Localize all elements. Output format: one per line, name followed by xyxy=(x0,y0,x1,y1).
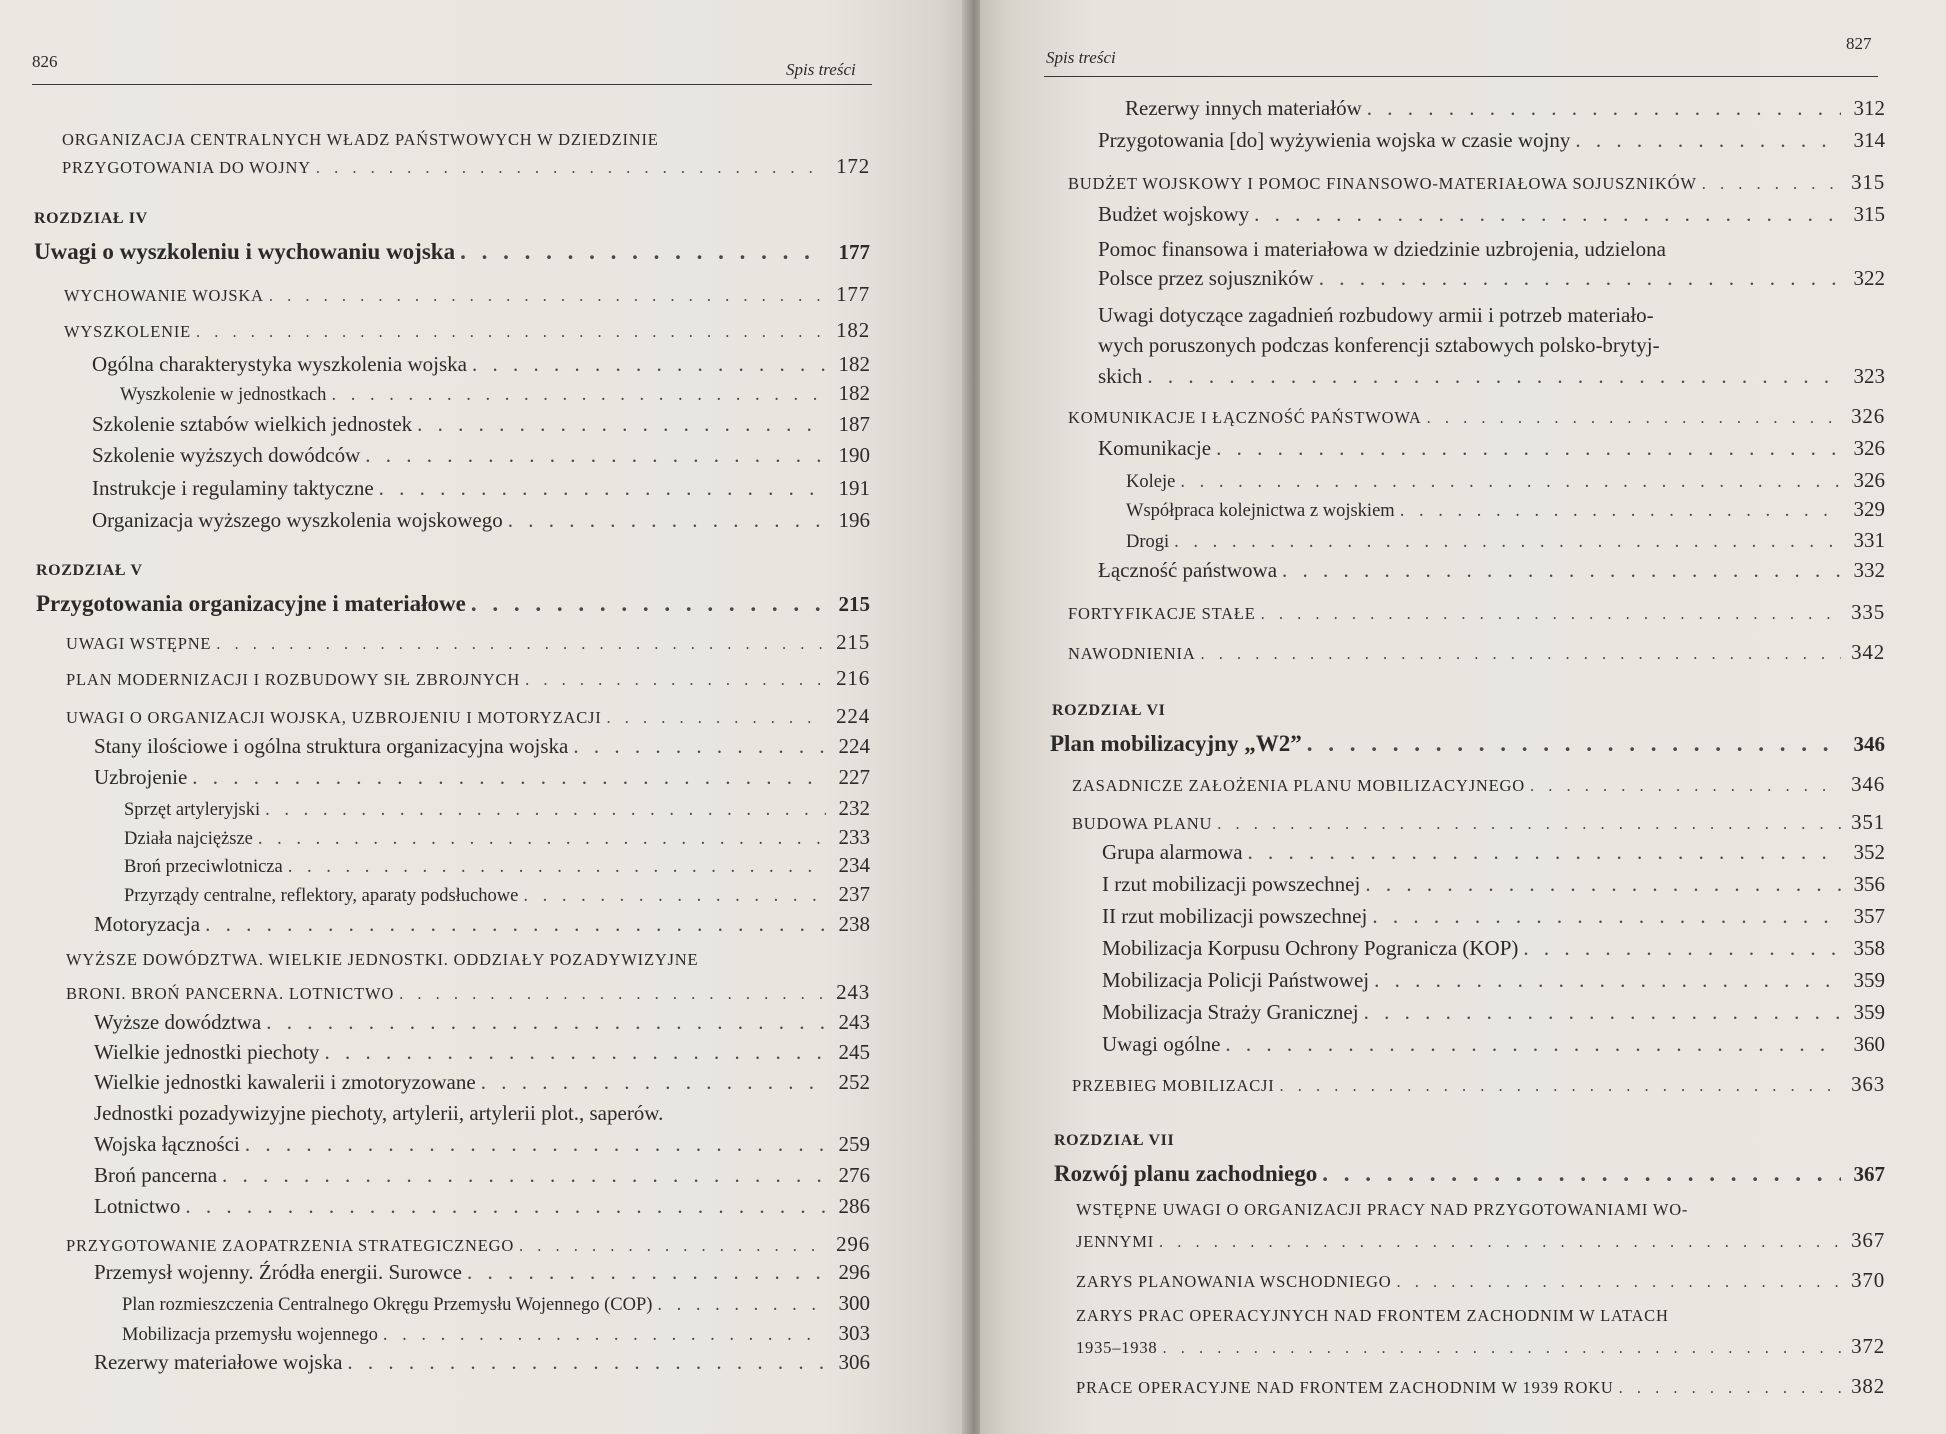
dot-leader xyxy=(508,508,826,533)
toc-entry-text: Przygotowania [do] wyżywienia wojska w czasie wojny xyxy=(1098,128,1571,152)
toc-entry-text: Przemysł wojenny. Źródła energii. Surowce xyxy=(94,1260,462,1284)
toc-entry xyxy=(66,666,870,691)
toc-entry xyxy=(92,476,870,501)
dot-leader xyxy=(1523,936,1841,961)
page-number: 826 xyxy=(32,52,58,71)
toc-entry xyxy=(1076,1374,1885,1399)
toc-entry xyxy=(1072,810,1885,835)
toc-page-number: 237 xyxy=(838,882,870,906)
toc-entry-line: ZARYS PRAC OPERACYJNYCH NAD FRONTEM ZACHODNIM W LATACH xyxy=(1076,1306,1669,1325)
toc-page-number: 172 xyxy=(836,154,870,178)
toc-entry xyxy=(1102,904,1885,929)
toc-page-number: 177 xyxy=(836,282,870,306)
dot-leader xyxy=(1147,364,1841,389)
dot-leader xyxy=(1307,730,1841,758)
toc-page-number: 326 xyxy=(1851,404,1885,428)
toc-entry-text: JENNYMI xyxy=(1076,1232,1155,1251)
toc-entry-text: Wyższe dowództwa xyxy=(94,1010,262,1034)
toc-entry-text: Działa najcięższe xyxy=(124,829,253,849)
dot-leader xyxy=(1702,174,1841,194)
toc-entry-text: Wielkie jednostki kawalerii i zmotoryzowane xyxy=(94,1070,476,1094)
toc-page-number: 216 xyxy=(836,666,870,690)
dot-leader xyxy=(573,734,826,759)
toc-entry xyxy=(94,734,870,759)
toc-page-number: 329 xyxy=(1853,497,1885,521)
toc-page-number: 370 xyxy=(1851,1268,1885,1292)
toc-page-number: 243 xyxy=(838,1010,870,1034)
toc-entry-text: Grupa alarmowa xyxy=(1102,840,1243,864)
toc-page-number: 276 xyxy=(838,1163,870,1187)
toc-entry-text: I rzut mobilizacji powszechnej xyxy=(1102,872,1361,896)
dot-leader xyxy=(379,476,826,501)
dot-leader xyxy=(1365,872,1841,897)
toc-page-number: 352 xyxy=(1853,840,1885,864)
toc-entry xyxy=(94,1132,870,1157)
toc-entry xyxy=(1102,872,1885,897)
toc-page-number: 346 xyxy=(1853,732,1885,756)
toc-entry xyxy=(122,1321,870,1346)
toc-page-number: 182 xyxy=(838,381,870,405)
page-number: 827 xyxy=(1846,34,1872,53)
toc-entry-text: Broń przeciwlotnicza xyxy=(124,857,283,877)
toc-entry-text: ZASADNICZE ZAŁOŻENIA PLANU MOBILIZACYJNEGO xyxy=(1072,776,1525,795)
toc-page-number: 245 xyxy=(838,1040,870,1064)
left-page xyxy=(0,0,968,1434)
toc-page-number: 224 xyxy=(838,734,870,758)
toc-entry-line: WYŻSZE DOWÓDZTWA. WIELKIE JEDNOSTKI. ODDZIAŁY POZADYWIZYJNE xyxy=(66,950,699,969)
dot-leader xyxy=(1201,644,1841,664)
dot-leader xyxy=(324,1040,826,1065)
dot-leader xyxy=(185,1194,826,1219)
toc-page-number: 182 xyxy=(838,352,870,376)
toc-entry-text: Szkolenie wyższych dowódców xyxy=(92,443,361,467)
toc-entry xyxy=(1076,1334,1885,1359)
dot-leader xyxy=(1396,1272,1841,1292)
toc-page-number: 177 xyxy=(838,240,870,264)
toc-entry-text: Komunikacje xyxy=(1098,436,1212,460)
toc-entry xyxy=(1098,364,1885,389)
toc-page-number: 315 xyxy=(1853,202,1885,226)
dot-leader xyxy=(525,670,826,690)
toc-entry-text: PRZEBIEG MOBILIZACJI xyxy=(1072,1076,1275,1095)
toc-page-number: 196 xyxy=(838,508,870,532)
toc-entry xyxy=(94,1040,870,1065)
toc-page-number: 190 xyxy=(838,443,870,467)
dot-leader xyxy=(523,885,826,907)
toc-entry-text: Mobilizacja przemysłu wojennego xyxy=(122,1325,378,1345)
toc-entry xyxy=(1068,640,1885,665)
toc-entry xyxy=(1126,528,1885,553)
dot-leader xyxy=(1575,128,1841,153)
toc-entry-text: UWAGI O ORGANIZACJI WOJSKA, UZBROJENIU I MOTORYZACJI xyxy=(66,708,602,727)
toc-entry xyxy=(66,1232,870,1257)
toc-entry-text: PRACE OPERACYJNE NAD FRONTEM ZACHODNIM W 1939 ROKU xyxy=(1076,1378,1614,1397)
toc-entry xyxy=(1098,436,1885,461)
toc-entry xyxy=(1068,170,1885,195)
toc-page-number: 191 xyxy=(838,476,870,500)
header-rule xyxy=(1044,76,1878,77)
dot-leader xyxy=(1400,500,1841,522)
toc-entry-text: BRONI. BROŃ PANCERNA. LOTNICTWO xyxy=(66,984,395,1003)
toc-entry xyxy=(92,352,870,377)
dot-leader xyxy=(1364,1000,1841,1025)
toc-entry xyxy=(64,282,870,307)
toc-page-number: 356 xyxy=(1853,872,1885,896)
toc-entry xyxy=(94,912,870,937)
toc-entry xyxy=(94,1010,870,1035)
toc-page-number: 238 xyxy=(838,912,870,936)
toc-entry-text: Wojska łączności xyxy=(94,1132,240,1156)
toc-page-number: 359 xyxy=(1853,1000,1885,1024)
toc-entry-multiline xyxy=(66,950,698,971)
toc-page-number: 332 xyxy=(1853,558,1885,582)
toc-page-number: 215 xyxy=(838,592,870,616)
dot-leader xyxy=(1282,558,1841,583)
chapter-title: Rozwój planu zachodniego xyxy=(1054,1161,1318,1186)
toc-entry xyxy=(122,1291,870,1316)
dot-leader xyxy=(222,1163,826,1188)
toc-entry-line xyxy=(62,130,862,151)
toc-page-number: 303 xyxy=(838,1321,870,1345)
toc-entry-text: PLAN MODERNIZACJI I ROZBUDOWY SIŁ ZBROJNYCH xyxy=(66,670,521,689)
toc-entry-text: KOMUNIKACJE I ŁĄCZNOŚĆ PAŃSTWOWA xyxy=(1068,408,1422,427)
toc-entry-text: Przyrządy centralne, reflektory, aparaty podsłuchowe xyxy=(124,886,519,906)
running-title: Spis treści xyxy=(786,60,856,79)
chapter-title-entry xyxy=(1050,730,1885,758)
toc-entry xyxy=(92,508,870,533)
toc-page-number: 312 xyxy=(1853,96,1885,120)
toc-entry-text: Mobilizacja Policji Państwowej xyxy=(1102,968,1370,992)
toc-page-number: 358 xyxy=(1853,936,1885,960)
toc-page-number: 286 xyxy=(838,1194,870,1218)
toc-entry-line: Pomoc finansowa i materiałowa w dziedzinie uzbrojenia, udzielona xyxy=(1098,237,1666,261)
toc-entry-text: ZARYS PLANOWANIA WSCHODNIEGO xyxy=(1076,1272,1392,1291)
toc-page-number: 357 xyxy=(1853,904,1885,928)
toc-entry-text: PRZYGOTOWANIA DO WOJNY xyxy=(62,158,311,177)
dot-leader xyxy=(1427,408,1841,428)
toc-entry-text: Broń pancerna xyxy=(94,1163,218,1187)
toc-entry-text: FORTYFIKACJE STAŁE xyxy=(1068,604,1256,623)
toc-page-number: 314 xyxy=(1853,128,1885,152)
toc-entry xyxy=(1098,266,1885,291)
header-rule xyxy=(32,84,872,85)
toc-entry xyxy=(94,1260,870,1285)
toc-page-number: 224 xyxy=(836,704,870,728)
dot-leader xyxy=(1216,436,1841,461)
toc-entry xyxy=(1102,1032,1885,1057)
dot-leader xyxy=(288,856,826,878)
toc-page-number: 243 xyxy=(836,980,870,1004)
dot-leader xyxy=(607,708,826,728)
toc-page-number: 359 xyxy=(1853,968,1885,992)
dot-leader xyxy=(1225,1032,1841,1057)
toc-page-number: 296 xyxy=(836,1232,870,1256)
dot-leader xyxy=(216,634,826,654)
chapter-label: ROZDZIAŁ VI xyxy=(1052,702,1166,719)
toc-page-number: 367 xyxy=(1851,1228,1885,1252)
toc-entry xyxy=(124,882,870,907)
dot-leader xyxy=(1367,96,1841,121)
toc-entry-text: Polsce przez sojuszników xyxy=(1098,266,1314,290)
dot-leader xyxy=(365,443,826,468)
dot-leader xyxy=(1372,904,1841,929)
dot-leader xyxy=(347,1350,826,1375)
toc-entry-text: Plan rozmieszczenia Centralnego Okręgu Przemysłu Wojennego (COP) xyxy=(122,1295,653,1315)
right-page xyxy=(980,0,1946,1434)
toc-entry-line: Jednostki pozadywizyjne piechoty, artylerii, artylerii plot., saperów. xyxy=(94,1101,664,1125)
toc-page-number: 331 xyxy=(1853,528,1885,552)
toc-page-number: 315 xyxy=(1851,170,1885,194)
toc-entry-text: Wielkie jednostki piechoty xyxy=(94,1040,320,1064)
toc-page-number: 296 xyxy=(838,1260,870,1284)
toc-entry xyxy=(1102,840,1885,865)
toc-page-number: 215 xyxy=(836,630,870,654)
toc-page-number: 363 xyxy=(1851,1072,1885,1096)
dot-leader xyxy=(1322,1160,1841,1188)
dot-leader xyxy=(258,828,826,850)
toc-entry xyxy=(124,853,870,878)
toc-page-number: 187 xyxy=(838,412,870,436)
toc-entry xyxy=(1126,468,1885,493)
toc-page-number: 300 xyxy=(838,1291,870,1315)
toc-entry-text: NAWODNIENIA xyxy=(1068,644,1196,663)
dot-leader xyxy=(1280,1076,1841,1096)
toc-entry-text: Uzbrojenie xyxy=(94,765,188,789)
toc-entry xyxy=(94,1163,870,1188)
toc-page-number: 306 xyxy=(838,1350,870,1374)
toc-entry xyxy=(64,318,870,343)
toc-entry-line: WSTĘPNE UWAGI O ORGANIZACJI PRACY NAD PRZYGOTOWANIAMI WO- xyxy=(1076,1200,1689,1219)
dot-leader xyxy=(192,765,826,790)
dot-leader xyxy=(1254,202,1841,227)
dot-leader xyxy=(1261,604,1841,624)
toc-page-number: 335 xyxy=(1851,600,1885,624)
dot-leader xyxy=(316,158,826,178)
toc-entry-text: II rzut mobilizacji powszechnej xyxy=(1102,904,1368,928)
toc-entry-text: BUDŻET WOJSKOWY I POMOC FINANSOWO-MATERIAŁOWA SOJUSZNIKÓW xyxy=(1068,174,1697,193)
toc-entry xyxy=(1102,968,1885,993)
toc-page-number: 322 xyxy=(1853,266,1885,290)
toc-entry xyxy=(1068,404,1885,429)
toc-entry-text: Łączność państwowa xyxy=(1098,558,1278,582)
toc-entry-line: Uwagi dotyczące zagadnień rozbudowy armii i potrzeb materiało- xyxy=(1098,303,1654,327)
toc-entry-text: Rezerwy materiałowe wojska xyxy=(94,1350,343,1374)
toc-entry-line: wych poruszonych podczas konferencji sztabowych polsko-brytyj- xyxy=(1098,333,1660,358)
toc-entry-text: Sprzęt artyleryjski xyxy=(124,800,261,820)
toc-entry-text: Mobilizacja Straży Granicznej xyxy=(1102,1000,1359,1024)
toc-page-number: 360 xyxy=(1853,1032,1885,1056)
dot-leader xyxy=(383,1324,826,1346)
toc-entry-text: Mobilizacja Korpusu Ochrony Pogranicza (KOP) xyxy=(1102,936,1519,960)
toc-entry xyxy=(94,1194,870,1219)
toc-page-number: 382 xyxy=(1851,1374,1885,1398)
toc-entry-multiline xyxy=(62,130,862,151)
toc-entry xyxy=(120,381,870,406)
toc-entry xyxy=(66,704,870,729)
toc-entry-text: UWAGI WSTĘPNE xyxy=(66,634,212,653)
dot-leader xyxy=(1180,471,1841,493)
dot-leader xyxy=(266,1010,826,1035)
toc-page-number: 233 xyxy=(838,825,870,849)
toc-entry xyxy=(1072,1072,1885,1097)
toc-page-number: 367 xyxy=(1853,1162,1885,1186)
dot-leader xyxy=(1217,814,1841,834)
dot-leader xyxy=(657,1294,826,1316)
toc-entry xyxy=(66,980,870,1005)
dot-leader xyxy=(472,352,826,377)
toc-page-number: 232 xyxy=(838,796,870,820)
toc-entry-text: Budżet wojskowy xyxy=(1098,202,1250,226)
dot-leader xyxy=(1159,1232,1841,1252)
dot-leader xyxy=(205,912,826,937)
toc-page-number: 342 xyxy=(1851,640,1885,664)
toc-entry-text: Współpraca kolejnictwa z wojskiem xyxy=(1126,501,1395,521)
toc-entry-text: PRZYGOTOWANIE ZAOPATRZENIA STRATEGICZNEGO xyxy=(66,1236,515,1255)
dot-leader xyxy=(481,1070,826,1095)
toc-entry-text: Wyszkolenie w jednostkach xyxy=(120,385,327,405)
toc-page-number: 351 xyxy=(1851,810,1885,834)
dot-leader xyxy=(399,984,826,1004)
dot-leader xyxy=(1530,776,1841,796)
toc-entry-text: Motoryzacja xyxy=(94,912,201,936)
toc-entry xyxy=(1076,1228,1885,1253)
dot-leader xyxy=(265,799,826,821)
toc-entry-text: WYSZKOLENIE xyxy=(64,322,192,341)
chapter-title-entry xyxy=(34,238,870,266)
toc-entry-text: Stany ilościowe i ogólna struktura organizacyjna wojska xyxy=(94,734,569,758)
toc-entry-multiline xyxy=(94,1100,663,1126)
left-page-header xyxy=(0,38,968,78)
dot-leader xyxy=(331,384,826,406)
toc-entry-multiline xyxy=(1076,1200,1688,1221)
toc-entry-multiline xyxy=(1098,236,1846,262)
dot-leader xyxy=(460,238,826,266)
toc-page-number: 326 xyxy=(1853,436,1885,460)
toc-entry xyxy=(124,825,870,850)
toc-page-number: 372 xyxy=(1851,1334,1885,1358)
toc-entry-text: Szkolenie sztabów wielkich jednostek xyxy=(92,412,413,436)
chapter-title-entry xyxy=(1054,1160,1885,1188)
right-page-header xyxy=(980,34,1946,78)
toc-entry xyxy=(1126,497,1885,522)
dot-leader xyxy=(196,322,826,342)
toc-entry-text: skich xyxy=(1098,364,1143,388)
toc-page-number: 182 xyxy=(836,318,870,342)
toc-entry xyxy=(1102,936,1885,961)
toc-entry xyxy=(1076,1268,1885,1293)
toc-entry-multiline xyxy=(1076,1306,1669,1327)
toc-entry xyxy=(124,796,870,821)
dot-leader xyxy=(245,1132,826,1157)
toc-page-number: 323 xyxy=(1853,364,1885,388)
toc-entry xyxy=(94,1070,870,1095)
toc-entry-text: Rezerwy innych materiałów xyxy=(1125,96,1362,120)
toc-entry-text: Organizacja wyższego wyszkolenia wojskowego xyxy=(92,508,503,532)
toc-entry xyxy=(62,154,870,179)
toc-entry xyxy=(1098,558,1885,583)
toc-entry xyxy=(94,1350,870,1375)
toc-page-number: 326 xyxy=(1853,468,1885,492)
dot-leader xyxy=(1619,1378,1841,1398)
toc-entry xyxy=(1098,128,1885,153)
toc-entry xyxy=(1125,96,1885,121)
running-title: Spis treści xyxy=(1046,48,1116,67)
toc-page-number: 252 xyxy=(838,1070,870,1094)
toc-entry xyxy=(1102,1000,1885,1025)
dot-leader xyxy=(519,1236,826,1256)
chapter-title: Uwagi o wyszkoleniu i wychowaniu wojska xyxy=(34,239,456,264)
toc-entry-text: 1935–1938 xyxy=(1076,1338,1158,1357)
dot-leader xyxy=(1319,266,1841,291)
dot-leader xyxy=(1174,531,1841,553)
dot-leader xyxy=(1162,1338,1841,1358)
toc-page-number: 346 xyxy=(1851,772,1885,796)
toc-entry xyxy=(92,443,870,468)
toc-entry xyxy=(1068,600,1885,625)
toc-entry-text: Drogi xyxy=(1126,532,1170,552)
toc-entry-text: Lotnictwo xyxy=(94,1194,181,1218)
toc-entry xyxy=(1098,202,1885,227)
dot-leader xyxy=(467,1260,826,1285)
toc-entry xyxy=(92,412,870,437)
toc-entry-multiline xyxy=(1098,302,1846,359)
dot-leader xyxy=(471,590,826,618)
toc-entry xyxy=(66,630,870,655)
toc-entry xyxy=(1072,772,1885,797)
toc-entry-text: WYCHOWANIE WOJSKA xyxy=(64,286,264,305)
toc-page-number: 259 xyxy=(838,1132,870,1156)
dot-leader xyxy=(1248,840,1841,865)
toc-entry-text: Koleje xyxy=(1126,472,1176,492)
chapter-title: Plan mobilizacyjny „W2” xyxy=(1050,731,1302,756)
dot-leader xyxy=(1374,968,1841,993)
chapter-label: ROZDZIAŁ VII xyxy=(1054,1132,1175,1149)
chapter-title-entry xyxy=(36,590,870,618)
toc-entry-text: Uwagi ogólne xyxy=(1102,1032,1221,1056)
dot-leader xyxy=(269,286,826,306)
toc-entry-text: ORGANIZACJA CENTRALNYCH WŁADZ PAŃSTWOWYCH W DZIEDZINIE xyxy=(62,130,659,149)
toc-entry-text: BUDOWA PLANU xyxy=(1072,814,1213,833)
chapter-label: ROZDZIAŁ V xyxy=(36,562,143,579)
chapter-title: Przygotowania organizacyjne i materiałowe xyxy=(36,591,466,616)
toc-entry-text: Instrukcje i regulaminy taktyczne xyxy=(92,476,374,500)
dot-leader xyxy=(417,412,826,437)
toc-entry-text: Ogólna charakterystyka wyszkolenia wojska xyxy=(92,352,467,376)
toc-entry xyxy=(94,765,870,790)
toc-page-number: 227 xyxy=(838,765,870,789)
toc-page-number: 234 xyxy=(838,853,870,877)
chapter-label: ROZDZIAŁ IV xyxy=(34,210,148,227)
